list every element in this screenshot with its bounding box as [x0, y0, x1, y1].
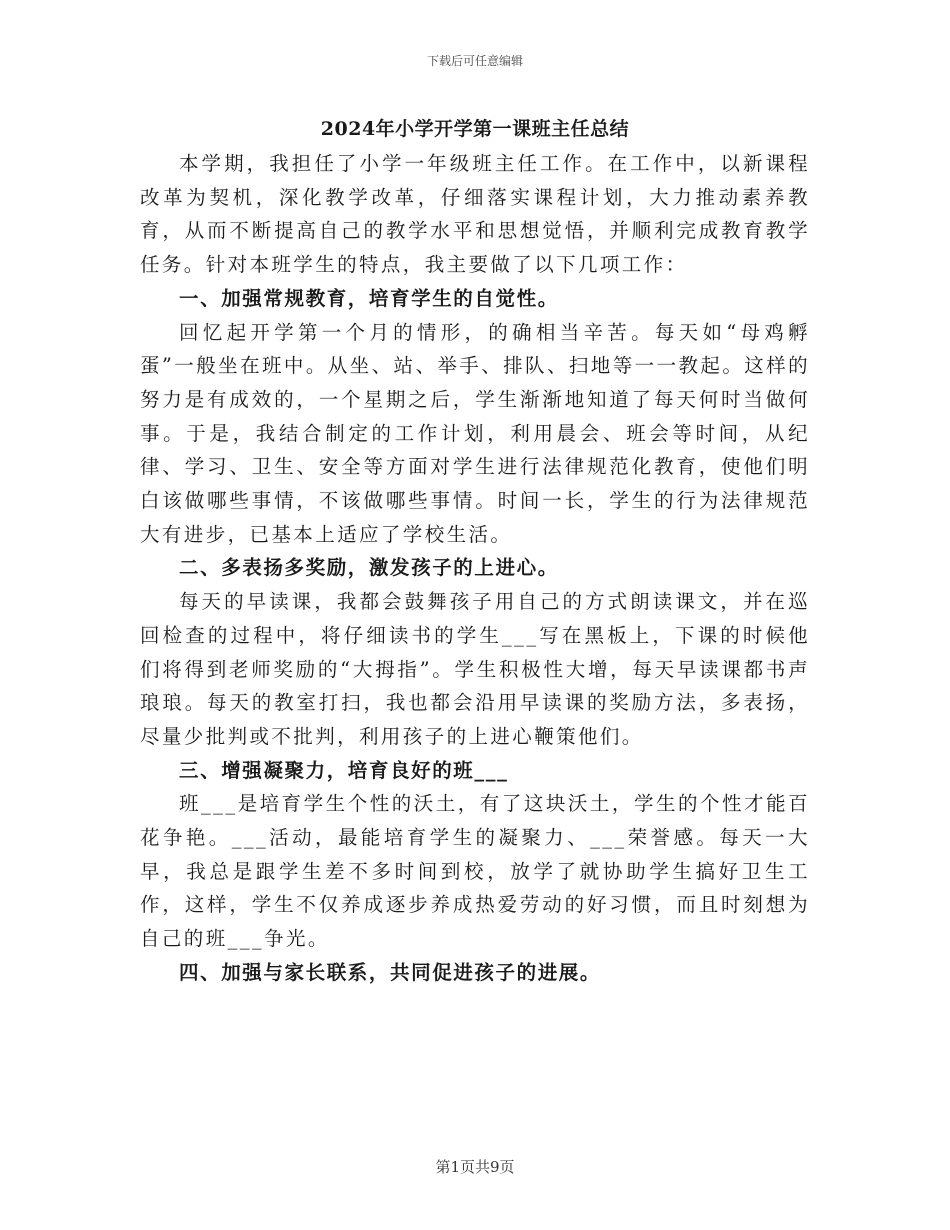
- section-paragraph-2: 每天的早读课，我都会鼓舞孩子用自己的方式朗读课文，并在巡回检查的过程中，将仔细读书的学生___写在黑板上，下课的时候他们将得到老师奖励的“大拇指”。学生积极性大增，每天早读课都书声琅琅。每天的教室打扫，我也都会沿用早读课的奖励方法，多表扬，尽量少批判或不批判，利用孩子的上进心鞭策他们。: [140, 590, 810, 748]
- section-heading-3: 三、增强凝聚力，培育良好的班___: [179, 758, 509, 782]
- section-heading-4: 四、加强与家长联系，共同促进孩子的进展。: [179, 960, 602, 984]
- intro-paragraph: 本学期，我担任了小学一年级班主任工作。在工作中，以新课程改革为契机，深化教学改革，仔细落实课程计划，大力推动素养教育，从而不断提高自己的教学水平和思想觉悟，并顺利完成教育教学任务。针对本班学生的特点，我主要做了以下几项工作：: [140, 152, 810, 277]
- document-title: 2024年小学开学第一课班主任总结: [320, 118, 630, 140]
- section-paragraph-1: 回忆起开学第一个月的情形，的确相当辛苦。每天如“母鸡孵蛋”一般坐在班中。从坐、站、举手、排队、扫地等一一教起。这样的努力是有成效的，一个星期之后，学生渐渐地知道了每天何时当做何事。于是，我结合制定的工作计划，利用晨会、班会等时间，从纪律、学习、卫生、安全等方面对学生进行法律规范化教育，使他们明白该做哪些事情，不该做哪些事情。时间一长，学生的行为法律规范大有进步，已基本上适应了学校生活。: [140, 320, 810, 546]
- section-heading-2: 二、多表扬多奖励，激发孩子的上进心。: [179, 556, 559, 580]
- page-number-footer: 第1页共9页: [435, 1158, 515, 1176]
- section-heading-1: 一、加强常规教育，培育学生的自觉性。: [179, 286, 559, 310]
- header-note: 下载后可任意编辑: [426, 54, 523, 68]
- document-body: [140, 147, 810, 990]
- section-paragraph-3: 班___是培育学生个性的沃土，有了这块沃土，学生的个性才能百花争艳。___活动，最能培育学生的凝聚力、___荣誉感。每天一大早，我总是跟学生差不多时间到校，放学了就协助学生搞好卫生工作，这样，学生不仅养成逐步养成热爱劳动的好习惯，而且时刻想为自己的班___争光。: [140, 792, 810, 951]
